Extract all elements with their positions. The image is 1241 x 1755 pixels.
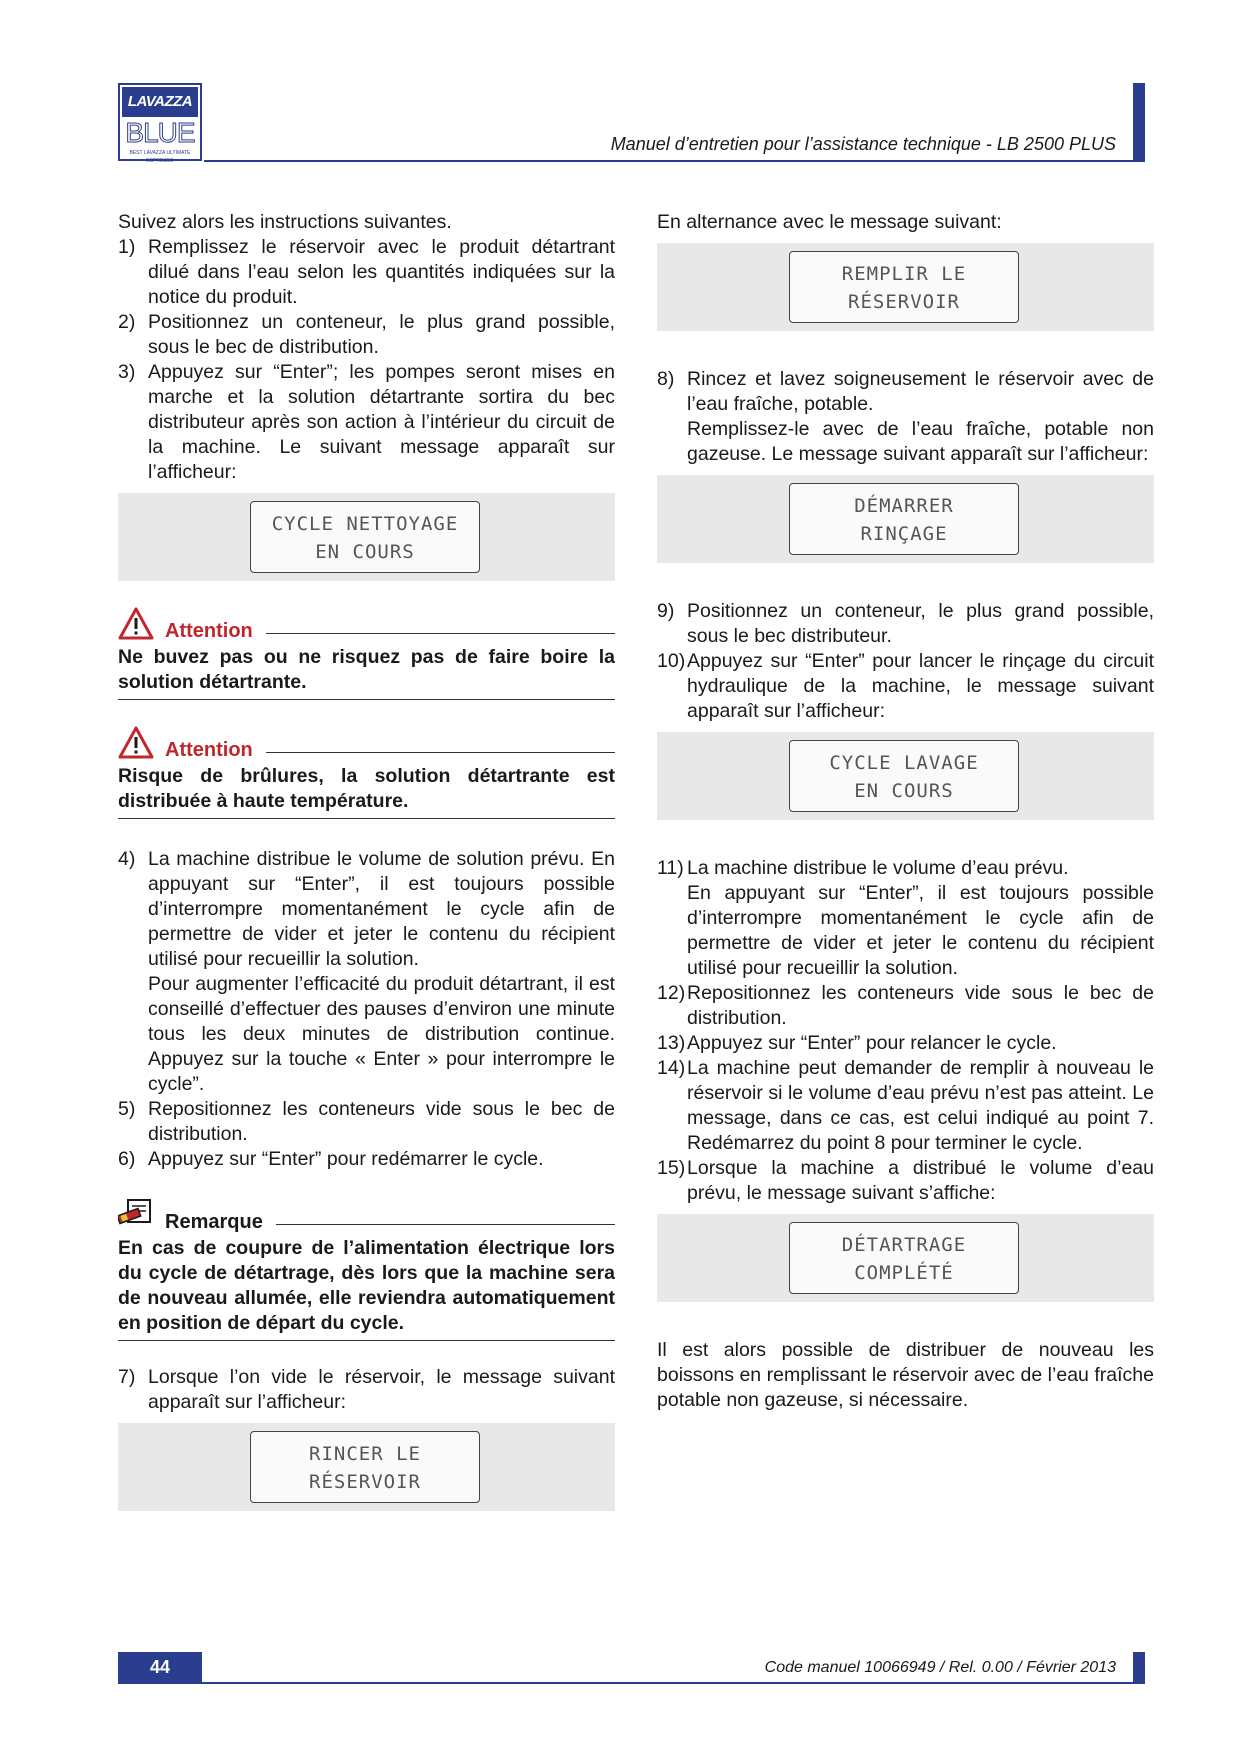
- step-text: La machine peut demander de remplir à nouveau le réservoir si le volume d’eau prévu n’est pas atteint. Le message, dans ce cas, est celui indiqué au point 7. Redémarrez du point 8 pour terminer le cycle.: [687, 1057, 1154, 1154]
- step-1: [118, 235, 615, 310]
- step-text: Repositionnez les conteneurs vide sous le bec de distribution.: [687, 982, 1154, 1029]
- left-column: [118, 210, 615, 1519]
- step-text: Appuyez sur “Enter” pour lancer le rinçage du circuit hydraulique de la machine, le message suivant apparaît sur l’afficheur:: [687, 650, 1154, 722]
- header-divider: [204, 160, 1139, 162]
- warning-header: [118, 607, 615, 645]
- step-15: [657, 1156, 1154, 1206]
- lcd-line: REMPLIR LE: [841, 263, 967, 285]
- step-text: Rincez et lavez soigneusement le réservoir avec de l’eau fraîche, potable.: [687, 368, 1154, 415]
- logo-blue: BLUE: [125, 117, 195, 148]
- lcd-display: [789, 251, 1019, 323]
- step-text: Appuyez sur “Enter” pour relancer le cycle.: [687, 1032, 1057, 1054]
- step-number: 6): [118, 1148, 136, 1170]
- manual-code: Code manuel 10066949 / Rel. 0.00 / Février 2013: [764, 1659, 1116, 1676]
- footer-accent-bar: [1133, 1652, 1145, 1683]
- step-text: Positionnez un conteneur, le plus grand possible, sous le bec distributeur.: [687, 600, 1154, 647]
- step-4: [118, 847, 615, 1097]
- warning-triangle-icon: [118, 607, 154, 641]
- step-text-continued: En appuyant sur “Enter”, il est toujours possible d’interrompre momentanément le cycle afin de permettre de vider et jeter le contenu du récipient utilisé pour recueillir la solution.: [687, 882, 1154, 979]
- closing-text: Il est alors possible de distribuer de nouveau les boissons en remplissant le réservoir avec de l’eau fraîche potable non gazeuse, si nécessaire.: [657, 1339, 1154, 1411]
- lcd-line: RINÇAGE: [860, 523, 948, 545]
- note-header: [118, 1198, 615, 1236]
- step-text-continued: Remplissez-le avec de l’eau fraîche, potable non gazeuse. Le message suivant apparaît sur l’afficheur:: [687, 418, 1154, 465]
- step-number: 9): [657, 600, 675, 622]
- warning-header: [118, 726, 615, 764]
- step-text: La machine distribue le volume d’eau prévu.: [687, 857, 1069, 879]
- warning-triangle-icon: [118, 726, 154, 760]
- warning-label: Attention: [165, 620, 253, 642]
- step-number: 11): [657, 857, 684, 879]
- logo-tagline: BEST LAVAZZA ULTIMATE ESPRESSO: [129, 150, 191, 164]
- step-number: 8): [657, 368, 675, 390]
- step-14: [657, 1056, 1154, 1156]
- lcd-display: [250, 501, 480, 573]
- right-column: [657, 210, 1154, 1413]
- display-panel: [657, 243, 1154, 331]
- step-10: [657, 649, 1154, 724]
- step-number: 4): [118, 848, 136, 870]
- step-text: Appuyez sur “Enter”; les pompes seront mises en marche et la solution détartrante sortira du bec distributeur après son action à l’intérieur du circuit de la machine. Le suivant message apparaît sur l’afficheur:: [148, 361, 615, 483]
- step-text: Positionnez un conteneur, le plus grand possible, sous le bec de distribution.: [148, 311, 615, 358]
- step-11: [657, 856, 1154, 981]
- step-number: 13): [657, 1032, 686, 1054]
- step-text: Remplissez le réservoir avec le produit détartrant dilué dans l’eau selon les quantités indiquées sur la notice du produit.: [148, 236, 615, 308]
- note-text: En cas de coupure de l’alimentation électrique lors du cycle de détartrage, dès lors que la machine sera de nouveau allumée, elle reviendra automatiquement en position de départ du cycle.: [118, 1236, 615, 1341]
- note-rule: [276, 1224, 615, 1225]
- step-number: 5): [118, 1098, 136, 1120]
- lcd-line: CYCLE NETTOYAGE: [271, 513, 459, 535]
- lcd-line: EN COURS: [315, 541, 415, 563]
- step-9: [657, 599, 1154, 649]
- step-6: [118, 1147, 615, 1172]
- header-accent-bar: [1133, 83, 1145, 162]
- step-8: [657, 367, 1154, 467]
- step-number: 14): [657, 1057, 686, 1079]
- lcd-display: [250, 1431, 480, 1503]
- display-panel: [657, 732, 1154, 820]
- lcd-display: [789, 1222, 1019, 1294]
- step-text: Repositionnez les conteneurs vide sous le bec de distribution.: [148, 1098, 615, 1145]
- display-panel: [118, 493, 615, 581]
- step-12: [657, 981, 1154, 1031]
- warning-text: Risque de brûlures, la solution détartrante est distribuée à haute température.: [118, 764, 615, 819]
- warning-text: Ne buvez pas ou ne risquez pas de faire boire la solution détartrante.: [118, 645, 615, 700]
- step-text: Appuyez sur “Enter” pour redémarrer le cycle.: [148, 1148, 544, 1170]
- step-text-continued: Pour augmenter l’efficacité du produit détartrant, il est conseillé d’effectuer des pauses d’environ une minute tous les deux minutes de distribution continue. Appuyez sur la touche « Enter » pour interrompre le cycle”.: [148, 973, 615, 1095]
- document-title: Manuel d’entretien pour l’assistance technique - LB 2500 PLUS: [610, 134, 1116, 154]
- step-number: 7): [118, 1366, 136, 1388]
- display-panel: [657, 1214, 1154, 1302]
- note-label: Remarque: [165, 1211, 263, 1233]
- lcd-line: RÉSERVOIR: [848, 291, 960, 313]
- step-2: [118, 310, 615, 360]
- brand-logo: [118, 83, 202, 164]
- lcd-display: [789, 483, 1019, 555]
- step-number: 1): [118, 236, 136, 258]
- step-number: 3): [118, 361, 136, 383]
- lcd-line: COMPLÉTÉ: [854, 1262, 954, 1284]
- step-number: 10): [657, 650, 686, 672]
- step-number: 15): [657, 1157, 686, 1179]
- lcd-line: EN COURS: [854, 780, 954, 802]
- lcd-display: [789, 740, 1019, 812]
- step-7: [118, 1365, 615, 1415]
- lcd-line: DÉTARTRAGE: [841, 1234, 967, 1256]
- lcd-line: DÉMARRER: [854, 495, 954, 517]
- warning-rule: [266, 752, 615, 753]
- step-text: La machine distribue le volume de solution prévu. En appuyant sur “Enter”, il est toujours possible d’interrompre momentanément le cycle afin de permettre de vider et jeter le contenu du récipient utilisé pour recueillir la solution.: [148, 848, 615, 970]
- step-13: [657, 1031, 1154, 1056]
- intro-text: Suivez alors les instructions suivantes.: [118, 211, 452, 233]
- display-panel: [118, 1423, 615, 1511]
- step-text: Lorsque la machine a distribué le volume d’eau prévu, le message suivant s’affiche:: [687, 1157, 1154, 1204]
- step-number: 2): [118, 311, 136, 333]
- lcd-line: RINCER LE: [309, 1443, 421, 1465]
- lcd-line: RÉSERVOIR: [309, 1471, 421, 1493]
- step-text: Lorsque l’on vide le réservoir, le message suivant apparaît sur l’afficheur:: [148, 1366, 615, 1413]
- warning-label: Attention: [165, 739, 253, 761]
- logo-wordmark: LAVAZZA: [122, 87, 198, 117]
- alternation-text: En alternance avec le message suivant:: [657, 211, 1002, 233]
- lcd-line: CYCLE LAVAGE: [829, 752, 979, 774]
- page-number: 44: [118, 1652, 202, 1683]
- footer-divider: [118, 1682, 1145, 1684]
- display-panel: [657, 475, 1154, 563]
- warning-rule: [266, 633, 615, 634]
- note-pencil-icon: [118, 1198, 154, 1232]
- step-5: [118, 1097, 615, 1147]
- step-number: 12): [657, 982, 686, 1004]
- step-3: [118, 360, 615, 485]
